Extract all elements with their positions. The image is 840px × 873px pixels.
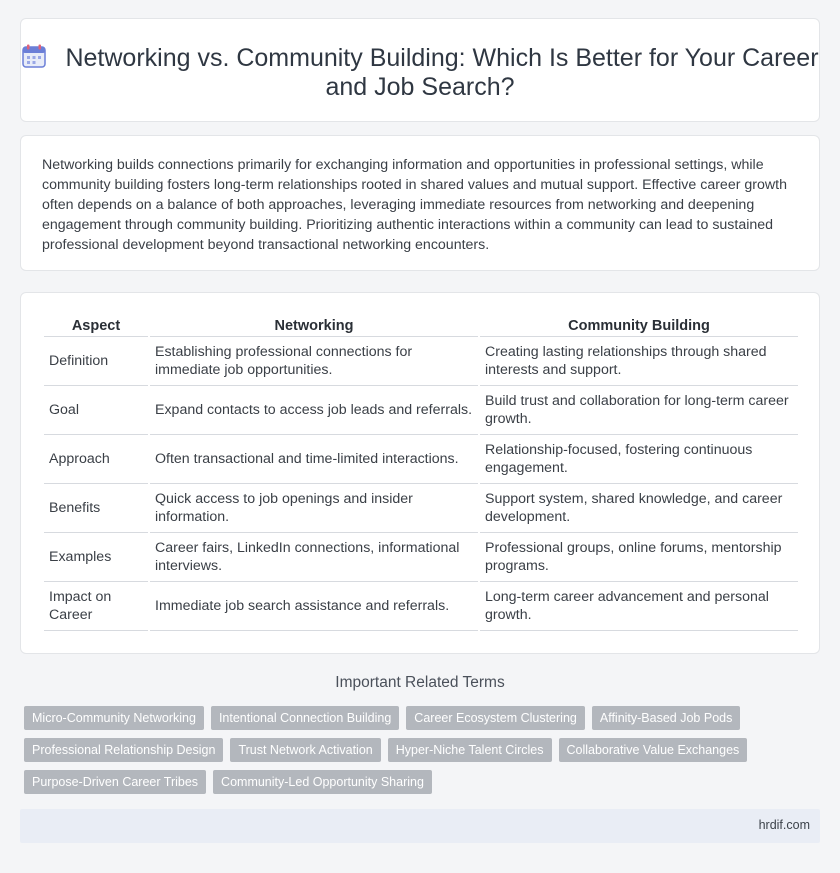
table-row [44,484,798,533]
related-terms-title: Important Related Terms [335,674,505,691]
tag-collaborative-value-exchanges[interactable]: Collaborative Value Exchanges [559,738,748,762]
aspect-cell: Benefits [44,484,148,533]
header-aspect: Aspect [44,315,148,337]
networking-cell: Expand contacts to access job leads and referrals. [150,386,478,435]
tag-row [24,706,733,730]
community-cell: Long-term career advancement and personal growth. [480,582,798,631]
networking-cell: Career fairs, LinkedIn connections, informational interviews. [150,533,478,582]
tag-community-led-opportunity-sharing[interactable]: Community-Led Opportunity Sharing [213,770,432,794]
aspect-cell: Impact on Career [44,582,148,631]
tag-intentional-connection-building[interactable]: Intentional Connection Building [211,706,399,730]
community-cell: Relationship-focused, fostering continuous engagement. [480,435,798,484]
comparison-table-card [20,292,820,654]
networking-cell: Often transactional and time-limited interactions. [150,435,478,484]
tag-purpose-driven-career-tribes[interactable]: Purpose-Driven Career Tribes [24,770,206,794]
community-cell: Build trust and collaboration for long-term career growth. [480,386,798,435]
tag-professional-relationship-design[interactable]: Professional Relationship Design [24,738,223,762]
aspect-cell: Definition [44,337,148,386]
tag-row [24,770,724,794]
table-row [44,337,798,386]
header-community: Community Building [480,315,798,337]
community-cell: Professional groups, online forums, mentorship programs. [480,533,798,582]
community-cell: Creating lasting relationships through shared interests and support. [480,337,798,386]
page-title: Networking vs. Community Building: Which Is Better for Your Career and Job Search? [65,44,819,101]
table-row [44,386,798,435]
summary-text: Networking builds connections primarily for exchanging information and opportunities in professional settings, while community building fosters long-term relationships rooted in shared values and mutual support. Effective career growth often depends on a balance of both approaches, leveraging immediate resources from networking and deepening engagement through community building. Prioritizing authentic interactions within a community can lead to sustained professional development beyond transactional networking encounters. [42,157,787,253]
tag-micro-community-networking[interactable]: Micro-Community Networking [24,706,204,730]
comparison-table [42,315,800,631]
header-networking: Networking [150,315,478,337]
tag-row [24,738,740,762]
page-title-wrapper [21,43,819,102]
table-header-row [44,315,798,337]
networking-cell: Establishing professional connections for immediate job opportunities. [150,337,478,386]
summary-card [20,135,820,271]
table-row [44,533,798,582]
aspect-cell: Goal [44,386,148,435]
aspect-cell: Examples [44,533,148,582]
tag-trust-network-activation[interactable]: Trust Network Activation [230,738,380,762]
tag-affinity-based-job-pods[interactable]: Affinity-Based Job Pods [592,706,740,730]
networking-cell: Quick access to job openings and insider information. [150,484,478,533]
tag-career-ecosystem-clustering[interactable]: Career Ecosystem Clustering [406,706,585,730]
footer-site-link[interactable]: hrdif.com [758,818,810,832]
aspect-cell: Approach [44,435,148,484]
related-terms-tags [24,706,740,802]
title-card [20,18,820,122]
community-cell: Support system, shared knowledge, and career development. [480,484,798,533]
table-row [44,582,798,631]
networking-cell: Immediate job search assistance and referrals. [150,582,478,631]
footer [20,809,820,843]
table-row [44,435,798,484]
calendar-icon [21,43,47,69]
tag-hyper-niche-talent-circles[interactable]: Hyper-Niche Talent Circles [388,738,552,762]
